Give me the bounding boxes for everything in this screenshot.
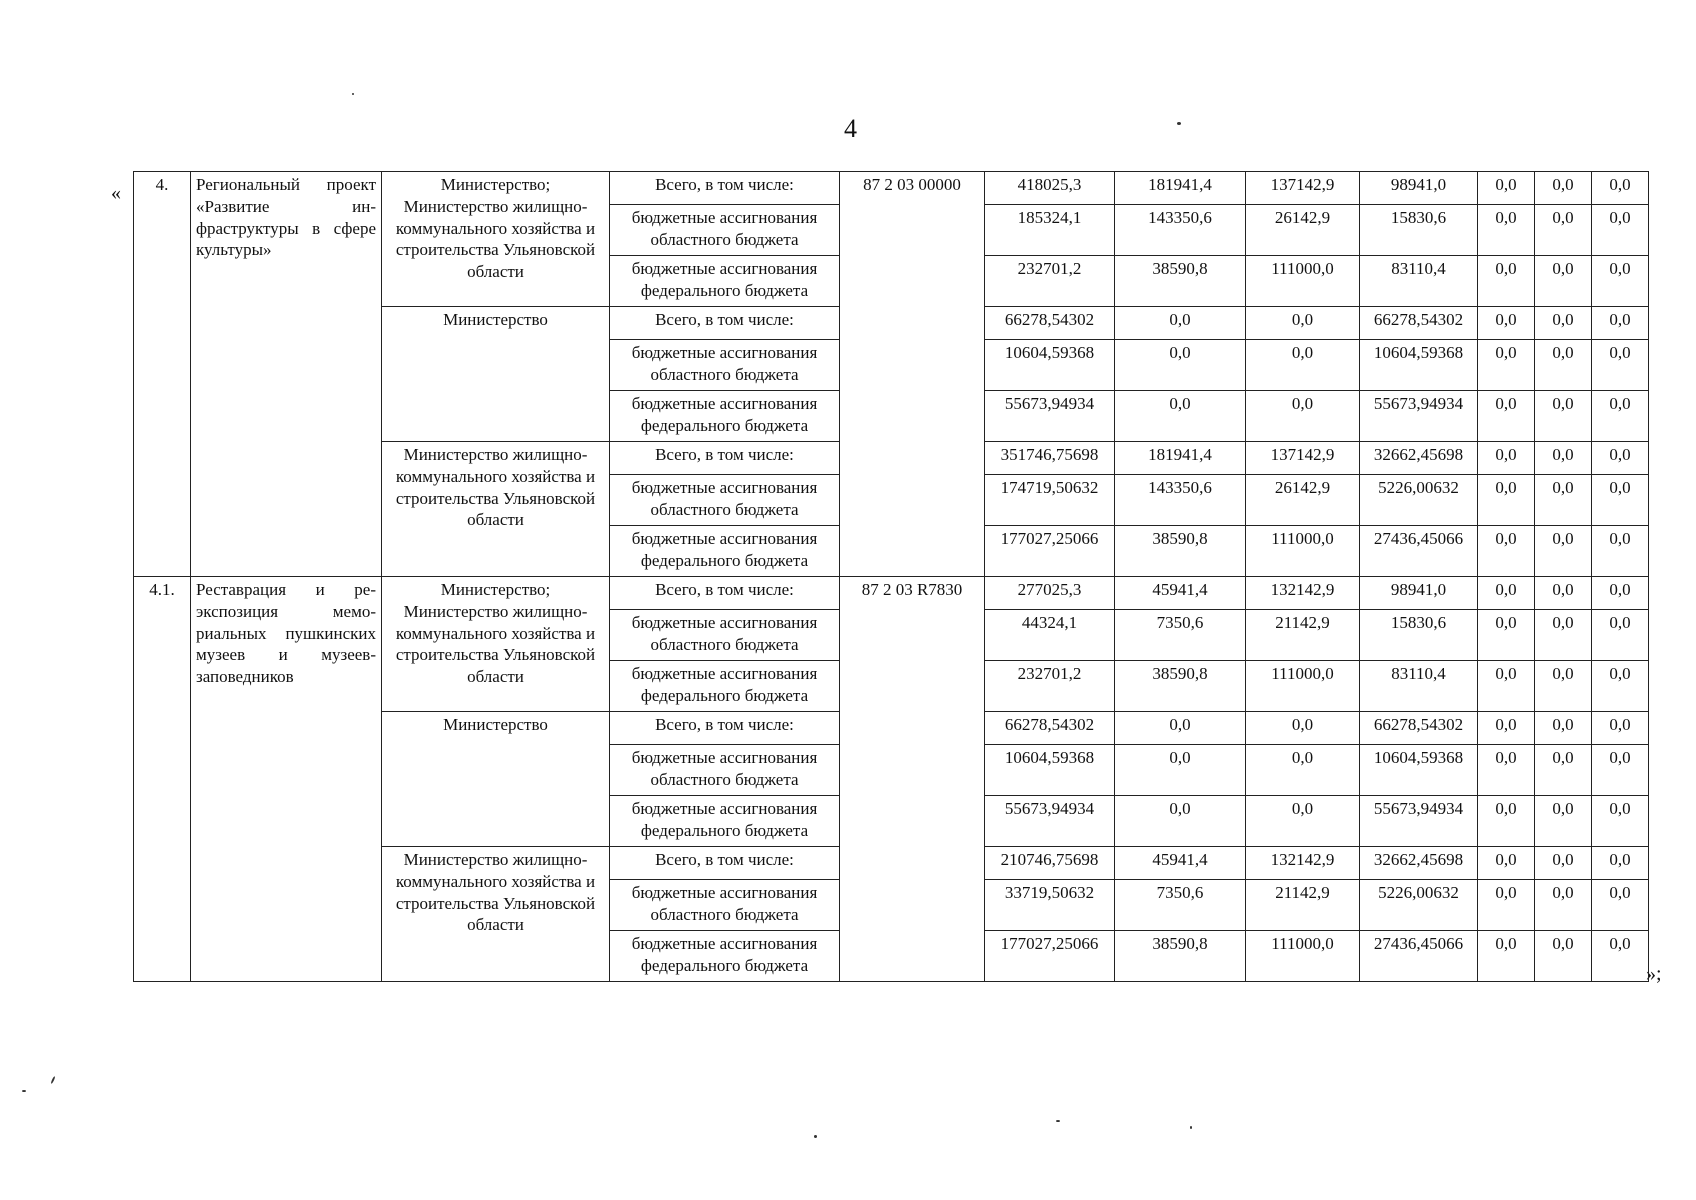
total-amount: 10604,59368 — [985, 340, 1115, 391]
year-3-amount: 15830,6 — [1360, 610, 1478, 661]
funding-source: бюджетные ассигнования федерального бюджета — [610, 661, 840, 712]
total-amount: 33719,50632 — [985, 880, 1115, 931]
opening-quote-mark: « — [111, 182, 121, 204]
closing-quote-mark: »; — [1646, 963, 1662, 985]
executor-name: Министерство — [382, 712, 610, 847]
year-2-amount: 0,0 — [1246, 391, 1360, 442]
year-4-amount: 0,0 — [1478, 610, 1535, 661]
year-5-amount: 0,0 — [1535, 256, 1592, 307]
year-3-amount: 15830,6 — [1360, 205, 1478, 256]
budget-code: 87 2 03 00000 — [840, 172, 985, 577]
year-5-amount: 0,0 — [1535, 340, 1592, 391]
project-name: Региональный проект «Развитие инфраструктуры в сфере культуры» — [191, 172, 382, 577]
funding-source: Всего, в том числе: — [610, 577, 840, 610]
total-amount: 418025,3 — [985, 172, 1115, 205]
table-body — [134, 172, 1649, 982]
year-2-amount: 111000,0 — [1246, 931, 1360, 982]
year-2-amount: 132142,9 — [1246, 577, 1360, 610]
year-3-amount: 27436,45066 — [1360, 526, 1478, 577]
year-1-amount: 181941,4 — [1115, 172, 1246, 205]
funding-source: Всего, в том числе: — [610, 442, 840, 475]
year-1-amount: 38590,8 — [1115, 256, 1246, 307]
year-2-amount: 0,0 — [1246, 340, 1360, 391]
year-3-amount: 32662,45698 — [1360, 442, 1478, 475]
year-6-amount: 0,0 — [1592, 340, 1649, 391]
year-1-amount: 0,0 — [1115, 712, 1246, 745]
year-1-amount: 38590,8 — [1115, 526, 1246, 577]
year-3-amount: 66278,54302 — [1360, 712, 1478, 745]
year-2-amount: 132142,9 — [1246, 847, 1360, 880]
year-6-amount: 0,0 — [1592, 475, 1649, 526]
scan-speck — [1190, 1126, 1192, 1129]
total-amount: 174719,50632 — [985, 475, 1115, 526]
year-6-amount: 0,0 — [1592, 796, 1649, 847]
year-4-amount: 0,0 — [1478, 205, 1535, 256]
year-5-amount: 0,0 — [1535, 610, 1592, 661]
year-6-amount: 0,0 — [1592, 745, 1649, 796]
year-5-amount: 0,0 — [1535, 577, 1592, 610]
year-3-amount: 98941,0 — [1360, 172, 1478, 205]
funding-source: бюджетные ассигнования федерального бюджета — [610, 256, 840, 307]
page-number: 4 — [844, 114, 857, 143]
year-1-amount: 0,0 — [1115, 307, 1246, 340]
year-5-amount: 0,0 — [1535, 847, 1592, 880]
scan-speck — [1177, 122, 1181, 125]
year-3-amount: 55673,94934 — [1360, 796, 1478, 847]
funding-source: Всего, в том числе: — [610, 712, 840, 745]
year-6-amount: 0,0 — [1592, 256, 1649, 307]
year-2-amount: 21142,9 — [1246, 610, 1360, 661]
funding-source: Всего, в том числе: — [610, 847, 840, 880]
year-6-amount: 0,0 — [1592, 172, 1649, 205]
year-4-amount: 0,0 — [1478, 745, 1535, 796]
year-4-amount: 0,0 — [1478, 340, 1535, 391]
total-amount: 177027,25066 — [985, 931, 1115, 982]
table-row — [134, 172, 1649, 205]
funding-source: бюджетные ассигнования федерального бюджета — [610, 931, 840, 982]
year-6-amount: 0,0 — [1592, 847, 1649, 880]
year-4-amount: 0,0 — [1478, 931, 1535, 982]
year-4-amount: 0,0 — [1478, 577, 1535, 610]
budget-table — [133, 171, 1649, 982]
funding-source: бюджетные ассигнования федерального бюджета — [610, 526, 840, 577]
funding-source: бюджетные ассигнования областного бюджета — [610, 340, 840, 391]
funding-source: бюджетные ассигнования областного бюджета — [610, 205, 840, 256]
scan-speck — [352, 93, 354, 95]
budget-code: 87 2 03 R7830 — [840, 577, 985, 982]
year-1-amount: 38590,8 — [1115, 661, 1246, 712]
year-3-amount: 5226,00632 — [1360, 880, 1478, 931]
year-1-amount: 7350,6 — [1115, 610, 1246, 661]
year-5-amount: 0,0 — [1535, 391, 1592, 442]
year-4-amount: 0,0 — [1478, 796, 1535, 847]
scan-speck — [50, 1076, 55, 1084]
year-4-amount: 0,0 — [1478, 712, 1535, 745]
total-amount: 277025,3 — [985, 577, 1115, 610]
year-6-amount: 0,0 — [1592, 526, 1649, 577]
year-3-amount: 98941,0 — [1360, 577, 1478, 610]
total-amount: 210746,75698 — [985, 847, 1115, 880]
year-2-amount: 21142,9 — [1246, 880, 1360, 931]
year-5-amount: 0,0 — [1535, 307, 1592, 340]
year-4-amount: 0,0 — [1478, 256, 1535, 307]
year-3-amount: 66278,54302 — [1360, 307, 1478, 340]
year-2-amount: 26142,9 — [1246, 205, 1360, 256]
year-1-amount: 143350,6 — [1115, 475, 1246, 526]
funding-source: бюджетные ассигнования областного бюджета — [610, 745, 840, 796]
year-3-amount: 27436,45066 — [1360, 931, 1478, 982]
year-2-amount: 0,0 — [1246, 307, 1360, 340]
funding-source: бюджетные ассигнования областного бюджета — [610, 880, 840, 931]
year-5-amount: 0,0 — [1535, 745, 1592, 796]
year-6-amount: 0,0 — [1592, 931, 1649, 982]
year-6-amount: 0,0 — [1592, 610, 1649, 661]
funding-source: бюджетные ассигнования областного бюджета — [610, 475, 840, 526]
row-number: 4.1. — [134, 577, 191, 982]
funding-source: бюджетные ассигнования федерального бюджета — [610, 391, 840, 442]
funding-source: Всего, в том числе: — [610, 172, 840, 205]
total-amount: 55673,94934 — [985, 796, 1115, 847]
year-1-amount: 45941,4 — [1115, 577, 1246, 610]
year-4-amount: 0,0 — [1478, 847, 1535, 880]
total-amount: 351746,75698 — [985, 442, 1115, 475]
year-4-amount: 0,0 — [1478, 661, 1535, 712]
year-6-amount: 0,0 — [1592, 661, 1649, 712]
funding-source: бюджетные ассигнования областного бюджета — [610, 610, 840, 661]
year-6-amount: 0,0 — [1592, 880, 1649, 931]
year-3-amount: 55673,94934 — [1360, 391, 1478, 442]
year-1-amount: 7350,6 — [1115, 880, 1246, 931]
year-6-amount: 0,0 — [1592, 205, 1649, 256]
year-4-amount: 0,0 — [1478, 391, 1535, 442]
project-name: Реставрация и реэкспозиция мемориальных пушкинских музеев и музеев-заповедников — [191, 577, 382, 982]
year-1-amount: 0,0 — [1115, 391, 1246, 442]
total-amount: 44324,1 — [985, 610, 1115, 661]
year-1-amount: 181941,4 — [1115, 442, 1246, 475]
year-2-amount: 137142,9 — [1246, 442, 1360, 475]
year-6-amount: 0,0 — [1592, 712, 1649, 745]
table-row — [134, 577, 1649, 610]
year-4-amount: 0,0 — [1478, 307, 1535, 340]
year-5-amount: 0,0 — [1535, 172, 1592, 205]
year-3-amount: 32662,45698 — [1360, 847, 1478, 880]
year-5-amount: 0,0 — [1535, 880, 1592, 931]
year-1-amount: 143350,6 — [1115, 205, 1246, 256]
year-5-amount: 0,0 — [1535, 661, 1592, 712]
executor-name: Министерство жилищно-коммунального хозяйства и строительства Ульяновской области — [382, 442, 610, 577]
year-5-amount: 0,0 — [1535, 442, 1592, 475]
year-3-amount: 10604,59368 — [1360, 745, 1478, 796]
total-amount: 232701,2 — [985, 256, 1115, 307]
year-3-amount: 83110,4 — [1360, 256, 1478, 307]
row-number: 4. — [134, 172, 191, 577]
funding-source: бюджетные ассигнования федерального бюджета — [610, 796, 840, 847]
year-6-amount: 0,0 — [1592, 577, 1649, 610]
year-2-amount: 111000,0 — [1246, 661, 1360, 712]
year-1-amount: 0,0 — [1115, 796, 1246, 847]
year-6-amount: 0,0 — [1592, 307, 1649, 340]
year-5-amount: 0,0 — [1535, 205, 1592, 256]
year-5-amount: 0,0 — [1535, 796, 1592, 847]
year-2-amount: 0,0 — [1246, 712, 1360, 745]
year-4-amount: 0,0 — [1478, 442, 1535, 475]
year-1-amount: 38590,8 — [1115, 931, 1246, 982]
total-amount: 66278,54302 — [985, 712, 1115, 745]
scan-speck — [814, 1135, 817, 1138]
year-2-amount: 0,0 — [1246, 796, 1360, 847]
total-amount: 177027,25066 — [985, 526, 1115, 577]
year-3-amount: 10604,59368 — [1360, 340, 1478, 391]
year-4-amount: 0,0 — [1478, 172, 1535, 205]
year-2-amount: 111000,0 — [1246, 256, 1360, 307]
scan-speck — [1056, 1120, 1060, 1122]
year-2-amount: 26142,9 — [1246, 475, 1360, 526]
executor-name: Министерство жилищно-коммунального хозяйства и строительства Ульяновской области — [382, 847, 610, 982]
year-1-amount: 0,0 — [1115, 340, 1246, 391]
total-amount: 55673,94934 — [985, 391, 1115, 442]
year-2-amount: 111000,0 — [1246, 526, 1360, 577]
scan-speck — [22, 1090, 26, 1092]
total-amount: 66278,54302 — [985, 307, 1115, 340]
year-6-amount: 0,0 — [1592, 442, 1649, 475]
year-2-amount: 137142,9 — [1246, 172, 1360, 205]
year-5-amount: 0,0 — [1535, 931, 1592, 982]
year-5-amount: 0,0 — [1535, 526, 1592, 577]
year-3-amount: 83110,4 — [1360, 661, 1478, 712]
total-amount: 10604,59368 — [985, 745, 1115, 796]
total-amount: 232701,2 — [985, 661, 1115, 712]
year-5-amount: 0,0 — [1535, 712, 1592, 745]
year-1-amount: 45941,4 — [1115, 847, 1246, 880]
total-amount: 185324,1 — [985, 205, 1115, 256]
year-6-amount: 0,0 — [1592, 391, 1649, 442]
year-1-amount: 0,0 — [1115, 745, 1246, 796]
year-5-amount: 0,0 — [1535, 475, 1592, 526]
year-2-amount: 0,0 — [1246, 745, 1360, 796]
executor-name: Министерство — [382, 307, 610, 442]
year-3-amount: 5226,00632 — [1360, 475, 1478, 526]
funding-source: Всего, в том числе: — [610, 307, 840, 340]
year-4-amount: 0,0 — [1478, 880, 1535, 931]
year-4-amount: 0,0 — [1478, 526, 1535, 577]
executor-name: Министерство; Министерство жилищно-коммунального хозяйства и строительства Ульяновской области — [382, 577, 610, 712]
executor-name: Министерство; Министерство жилищно-коммунального хозяйства и строительства Ульяновской области — [382, 172, 610, 307]
year-4-amount: 0,0 — [1478, 475, 1535, 526]
